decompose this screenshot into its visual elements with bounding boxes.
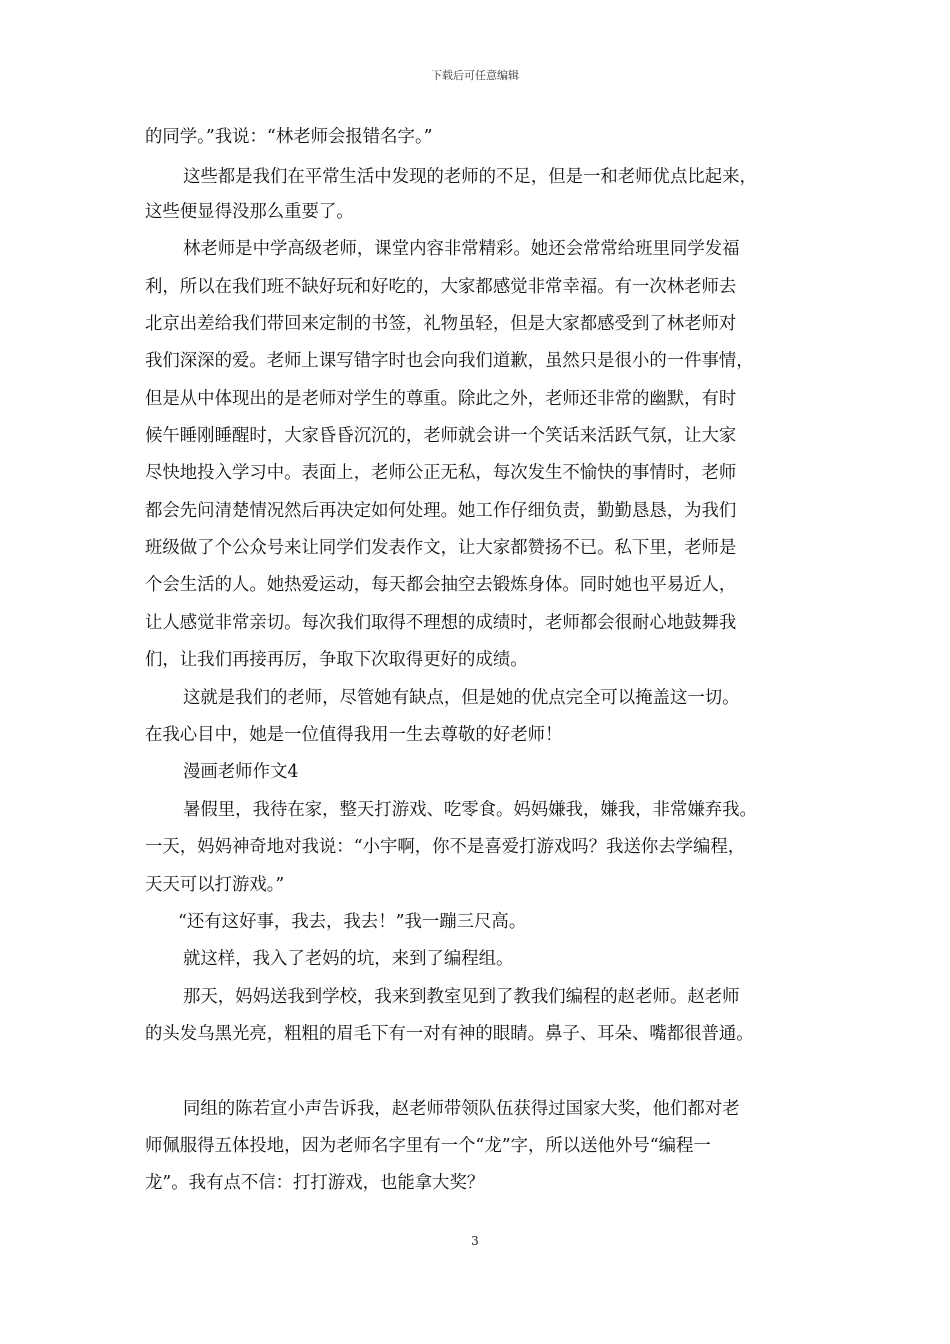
text-line: 班级做了个公众号来让同学们发表作文，让大家都赞扬不已。私下里，老师是	[145, 538, 737, 558]
text-line: 尽快地投入学习中。表面上，老师公正无私，每次发生不愉快的事情时，老师	[145, 463, 737, 483]
text-line: 就这样，我入了老妈的坑，来到了编程组。	[183, 949, 514, 969]
page-number: 3	[471, 1234, 479, 1248]
page-header: 下载后可任意编辑	[431, 69, 519, 82]
text-line: 天天可以打游戏。”	[145, 875, 285, 895]
text-line: 的头发乌黑光亮，粗粗的眉毛下有一对有神的眼睛。鼻子、耳朵、嘴都很普通。	[145, 1024, 754, 1044]
text-line: 我们深深的爱。老师上课写错字时也会向我们道歉，虽然只是很小的一件事情，	[145, 351, 754, 371]
text-line: 的同学。”我说：“林老师会报错名字。”	[145, 127, 433, 147]
text-line: 们，让我们再接再厉，争取下次取得更好的成绩。	[145, 650, 528, 670]
text-line: 候午睡刚睡醒时，大家昏昏沉沉的，老师就会讲一个笑话来活跃气氛，让大家	[145, 426, 737, 446]
text-line: 龙”。我有点不信：打打游戏，也能拿大奖？	[145, 1173, 485, 1193]
text-line: “还有这好事，我去，我去！”我一蹦三尺高。	[178, 912, 527, 932]
text-line: 一天，妈妈神奇地对我说：“小宇啊，你不是喜爱打游戏吗？我送你去学编程，	[145, 837, 746, 857]
text-line: 暑假里，我待在家，整天打游戏、吃零食。妈妈嫌我，嫌我，非常嫌弃我。	[183, 800, 757, 820]
text-line: 个会生活的人。她热爱运动，每天都会抽空去锻炼身体。同时她也平易近人，	[145, 575, 737, 595]
text-line: 让人感觉非常亲切。每次我们取得不理想的成绩时，老师都会很耐心地鼓舞我	[145, 613, 737, 633]
section-heading: 漫画老师作文4	[183, 762, 299, 782]
text-line: 那天，妈妈送我到学校，我来到教室见到了教我们编程的赵老师。赵老师	[183, 987, 740, 1007]
text-line: 师佩服得五体投地，因为老师名字里有一个“龙”字，所以送他外号“编程一	[145, 1136, 711, 1156]
text-line: 但是从中体现出的是老师对学生的尊重。除此之外，老师还非常的幽默，有时	[145, 389, 737, 409]
text-line: 利，所以在我们班不缺好玩和好吃的，大家都感觉非常幸福。有一次林老师去	[145, 277, 737, 297]
text-line: 同组的陈若宣小声告诉我，赵老师带领队伍获得过国家大奖，他们都对老	[183, 1099, 740, 1119]
text-line: 这些便显得没那么重要了。	[145, 202, 354, 222]
text-line: 这就是我们的老师，尽管她有缺点，但是她的优点完全可以掩盖这一切。	[183, 688, 740, 708]
text-line: 都会先问清楚情况然后再决定如何处理。她工作仔细负责，勤勤恳恳，为我们	[145, 501, 737, 521]
text-line: 这些都是我们在平常生活中发现的老师的不足，但是一和老师优点比起来，	[183, 167, 757, 187]
text-line: 在我心目中，她是一位值得我用一生去尊敬的好老师！	[145, 725, 563, 745]
text-line: 林老师是中学高级老师，课堂内容非常精彩。她还会常常给班里同学发福	[183, 239, 740, 259]
text-line: 北京出差给我们带回来定制的书签，礼物虽轻，但是大家都感受到了林老师对	[145, 314, 737, 334]
